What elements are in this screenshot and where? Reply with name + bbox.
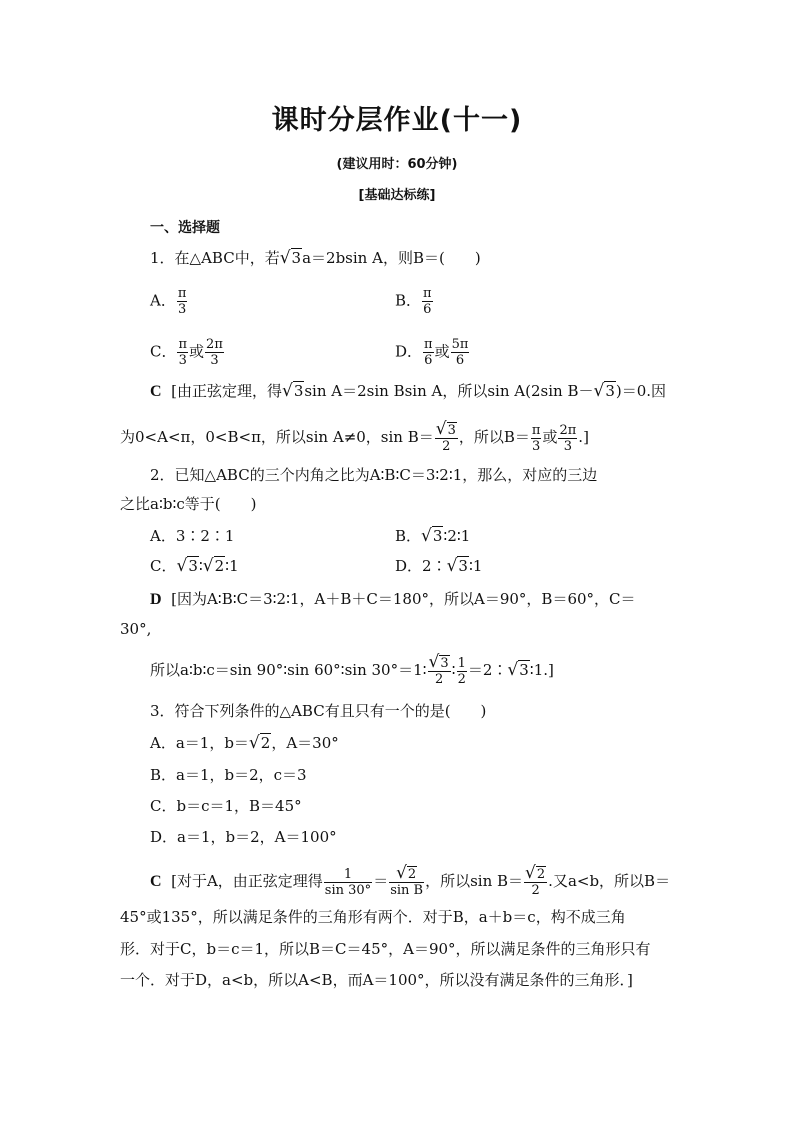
- sqrt-3: √3: [279, 248, 302, 268]
- q1-option-d: D． $\frac{\pi}{6}$ 或 $\frac{5\pi}{6}$: [395, 337, 469, 368]
- q2-option-d: D．2∶√3∶1: [395, 556, 483, 576]
- fraction: $\frac{2\pi}{3}$: [559, 422, 577, 454]
- fraction: $\frac{1}{\sin 30^\circ}$: [324, 866, 372, 898]
- fraction: $\frac{\pi}{3}$: [177, 286, 187, 317]
- answer-letter: C: [150, 873, 162, 890]
- q3-option-d: D．a＝1，b＝2，A＝100°: [150, 828, 337, 846]
- q3-solution-line1: C [对于A，由正弦定理得 $\frac{1}{\sin 30^\circ}$ ＝ $\frac{√2}{\text{sin B}}$ ，所以sin B＝ $\frac{√2}{2}$ .又a<b，所以B＝: [150, 863, 671, 898]
- q3-solution-line2: 45°或135°，所以满足条件的三角形有两个．对于B，a＋b＝c，构不成三角: [120, 908, 626, 926]
- fraction: $\frac{√3}{2}$: [435, 419, 456, 454]
- fraction: $\frac{5\pi}{6}$: [451, 337, 469, 368]
- q1-option-a: A． $\frac{\pi}{3}$: [150, 286, 187, 317]
- q2-stem-line1: 2．已知△ABC的三个内角之比为A∶B∶C＝3∶2∶1，那么，对应的三边: [150, 466, 598, 484]
- section-heading: 一、选择题: [150, 220, 220, 236]
- fraction: $\frac{√2}{\text{sin B}}$: [390, 863, 424, 898]
- fraction: $\frac{\pi}{3}$: [178, 337, 188, 368]
- page-title: 课时分层作业(十一): [271, 105, 523, 136]
- q1-solution-line2: 为0<A<π，0<B<π，所以sin A≠0，sin B＝ $\frac{√3}{2}$ ，所以B＝ $\frac{\pi}{3}$ 或 $\frac{2\pi}{3}$ .]: [120, 419, 589, 454]
- sqrt-3: √3: [593, 381, 615, 401]
- answer-letter: D: [150, 591, 162, 608]
- q3-option-c: C．b＝c＝1，B＝45°: [150, 797, 302, 815]
- answer-letter: C: [150, 383, 162, 400]
- q3-solution-line3: 形．对于C，b＝c＝1，所以B＝C＝45°，A＝90°，所以满足条件的三角形只有: [120, 940, 651, 958]
- fraction: $\frac{1}{2}$: [457, 655, 466, 687]
- sqrt-2: √2: [202, 556, 225, 576]
- sqrt-3: √3: [421, 526, 443, 546]
- fraction: $\frac{2\pi}{3}$: [206, 337, 223, 368]
- q2-stem-line2: 之比a∶b∶c等于( ): [120, 495, 257, 513]
- level-heading: [基础达标练]: [358, 188, 436, 203]
- q2-option-b: B．√3∶2∶1: [395, 526, 471, 546]
- q2-solution-line2: 30°,: [120, 620, 152, 638]
- suggested-time: (建议用时：60分钟): [336, 157, 458, 172]
- q2-solution-line1: D [因为A∶B∶C＝3∶2∶1，A＋B＋C＝180°，所以A＝90°，B＝60°，C＝: [150, 590, 636, 608]
- fraction: $\frac{\pi}{6}$: [423, 286, 432, 317]
- q1-stem: 1．在△ABC中，若√3a＝2bsin A，则B＝( ): [150, 248, 481, 268]
- sqrt-3: √3: [281, 381, 304, 401]
- fraction: $\frac{\pi}{6}$: [424, 337, 433, 368]
- q3-option-b: B．a＝1，b＝2，c＝3: [150, 766, 307, 784]
- q2-option-c: C．√3∶√2∶1: [150, 556, 239, 576]
- q1-option-c: C． $\frac{\pi}{3}$ 或 $\frac{2\pi}{3}$: [150, 337, 223, 368]
- q1-option-b: B． $\frac{\pi}{6}$: [395, 286, 432, 317]
- fraction: $\frac{\pi}{3}$: [531, 422, 541, 454]
- q3-option-a: A．a＝1，b＝√2，A＝30°: [150, 733, 339, 753]
- fraction: $\frac{√2}{2}$: [525, 863, 546, 898]
- q1-solution-line1: C [由正弦定理，得√3sin A＝2sin Bsin A，所以sin A(2sin B－√3)＝0.因: [150, 381, 667, 401]
- q2-solution-line3: 所以a∶b∶c＝sin 90°∶sin 60°∶sin 30°＝1∶ $\frac{√3}{2}$ ∶ $\frac{1}{2}$ ＝2∶√3∶1.]: [150, 652, 554, 687]
- sqrt-2: √2: [248, 733, 271, 753]
- q2-option-a: A．3∶2∶1: [150, 527, 235, 545]
- sqrt-3: √3: [176, 556, 198, 576]
- sqrt-3: √3: [446, 556, 468, 576]
- fraction: $\frac{√3}{2}$: [428, 652, 449, 687]
- q3-stem: 3．符合下列条件的△ABC有且只有一个的是( ): [150, 702, 487, 720]
- sqrt-3: √3: [507, 660, 529, 680]
- q3-solution-line4: 一个．对于D，a<b，所以A<B，而A＝100°，所以没有满足条件的三角形．]: [120, 971, 633, 989]
